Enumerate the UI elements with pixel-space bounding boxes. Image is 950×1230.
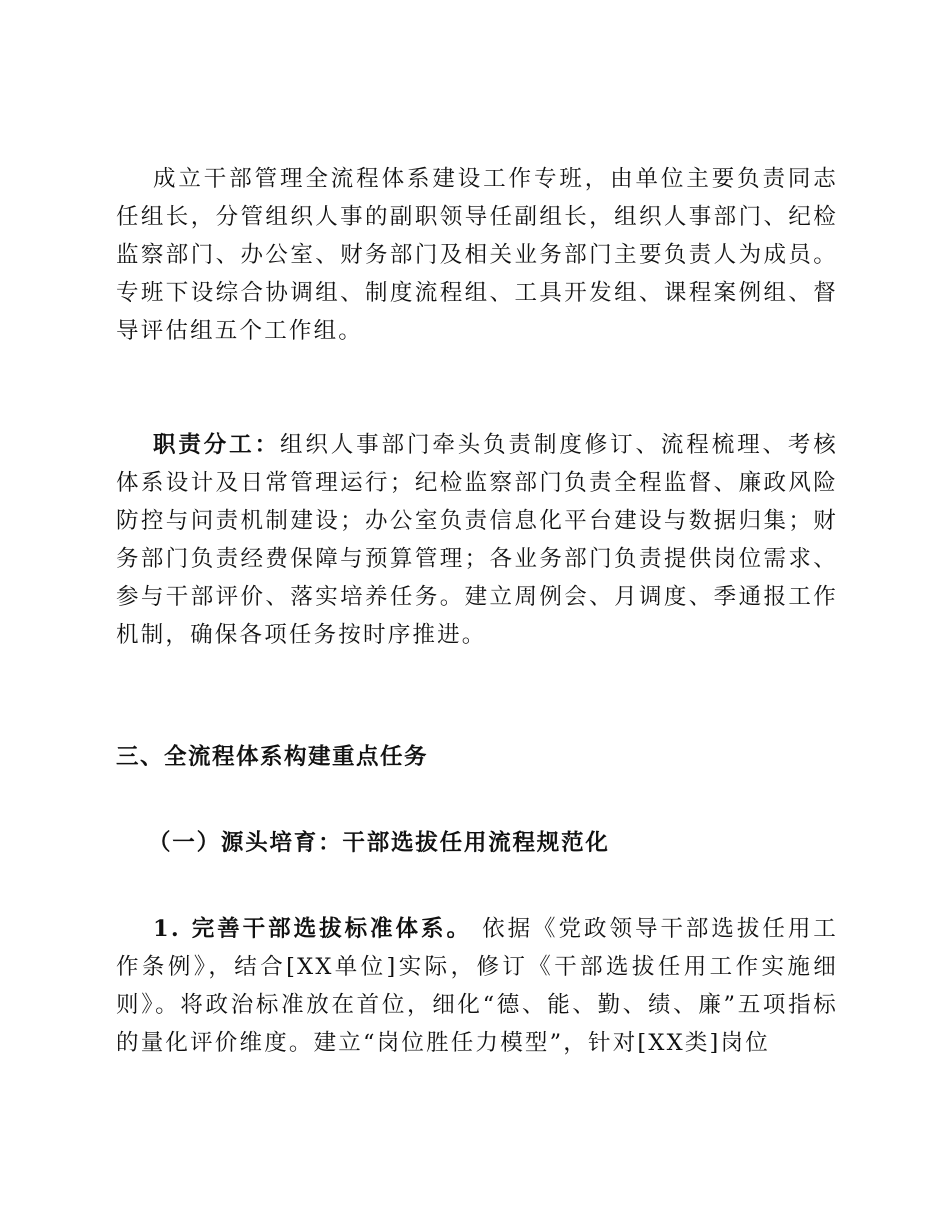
subsection-heading: （一）源头培育：干部选拔任用流程规范化 [148,830,610,856]
paragraph-responsibilities [116,426,838,654]
paragraph-task-force [116,160,838,350]
selection-standards-lead: 1. 完善干部选拔标准体系。 [153,916,472,942]
paragraph-task-force-text: 成立干部管理全流程体系建设工作专班，由单位主要负责同志任组长，分管组织人事的副职领导任副组长，组织人事部门、纪检监察部门、办公室、财务部门及相关业务部门主要负责人为成员。专班下设综合协调组、制度流程组、工具开发组、课程案例组、督导评估组五个工作组。 [116,166,838,344]
responsibilities-text: 组织人事部门牵头负责制度修订、流程梳理、考核体系设计及日常管理运行；纪检监察部门负责全程监督、廉政风险防控与问责机制建设；办公室负责信息化平台建设与数据归集；财务部门负责经费保障与预算管理；各业务部门负责提供岗位需求、参与干部评价、落实培养任务。建立周例会、月调度、季通报工作机制，确保各项任务按时序推进。 [116,432,838,648]
section-heading: 三、全流程体系构建重点任务 [116,744,429,770]
responsibilities-lead: 职责分工： [153,432,280,458]
paragraph-selection-standards [116,910,838,1062]
selection-standards-text: 依据《党政领导干部选拔任用工作条例》，结合[XX单位]实际，修订《干部选拔任用工作实施细则》。将政治标准放在首位，细化“德、能、勤、绩、廉”五项指标的量化评价维度。建立“岗位胜任力模型”，针对[XX类]岗位 [116,916,839,1056]
